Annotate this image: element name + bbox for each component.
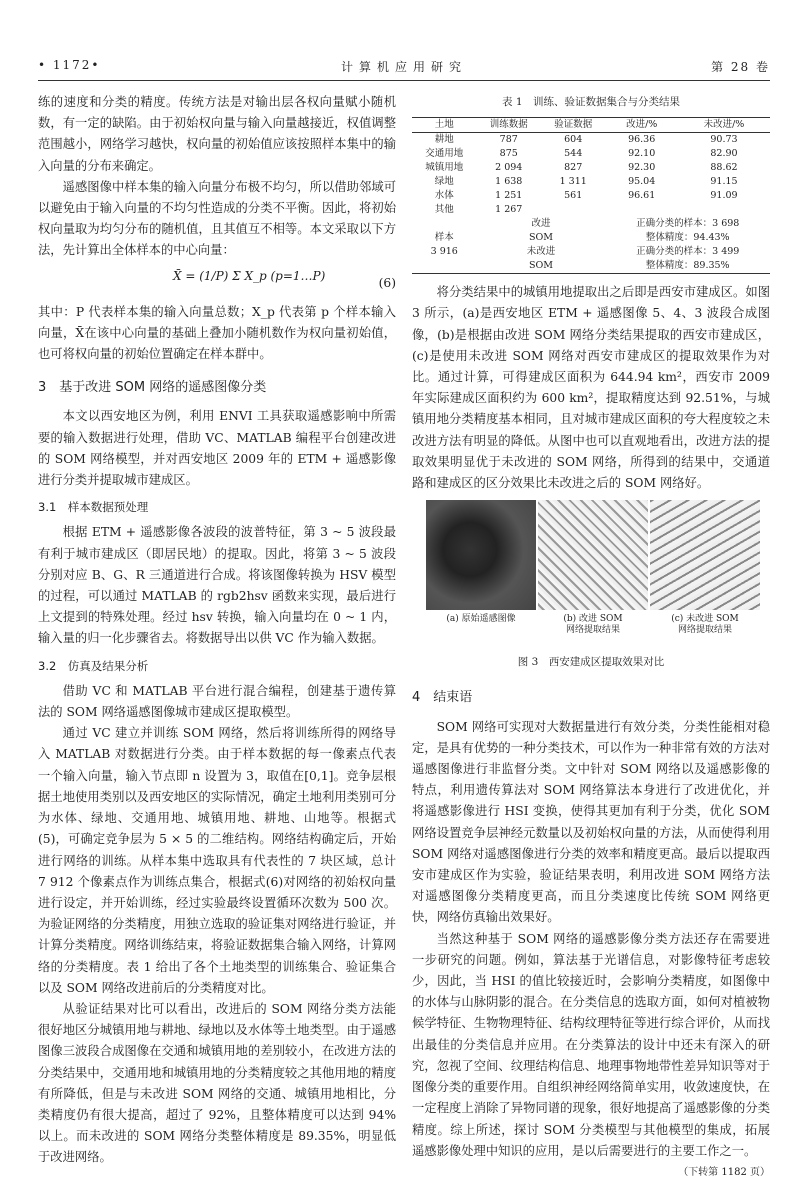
figure-label-b-line2: 网络提取结果: [565, 625, 620, 636]
equation-formula: X̄ = (1/P) Σ X_p (p=1…P): [173, 268, 326, 283]
figure-label-b: [538, 614, 648, 636]
section-heading: 4 结束语: [412, 690, 473, 706]
improved-accuracy: 整体精度：94.43%: [645, 232, 730, 244]
unimproved-sub: SOM: [528, 260, 553, 272]
results-table: [412, 117, 770, 274]
table-cell: [605, 217, 770, 245]
paragraph: 将分类结果中的城镇用地提取出之后即是西安市建成区。如图 3 所示，(a)是西安地区 ETM + 遥感图像 5、4、3 波段合成图像，(b)是根据由改进 SOM 网络分类结果提取的西安市建成区，(c)是使用未改进 SOM 网络对西安市建成区的提取效果作为对比。通过计算，可得建成区面积为 644.94 km²，西安市 2009 年实际建成区面积约为 600 km²，提取精度达到 92.51%，与城镇用地分类精度基本相同，且对城市建成区面积的夸大程度较之未改进方法有明显的降低。从图中也可以直观地看出，改进方法的提取效果明显优于未改进的 SOM 网络，所得到的结果中，交通道路和建成区的区分效果比未改进之后的 SOM 网络好。: [412, 285, 770, 491]
paragraph: 根据 ETM + 遥感影像各波段的波普特征，第 3 ~ 5 波段最有利于城市建成区（即居民地）的提取。因此，将第 3 ~ 5 波段分别对应 B、G、R 三通道进行合成。将该图像转换为 HSV 模型的过程，可以通过 MATLAB 的 rgb2hsv 函数来实现，最后进行上文提到的特殊处理。经过 hsv 转换，输入向量均在 0 ~ 1 内，输入量的归一化步骤省去。将数据导出以供 VC 作为输入数据。: [38, 525, 396, 646]
table-cell: 1 638: [495, 176, 523, 188]
table-cell: 绿地: [434, 176, 454, 188]
table-cell: 875: [499, 148, 518, 160]
table-cell: 90.73: [710, 134, 738, 146]
table-cell: [605, 245, 770, 274]
original-image: [426, 500, 536, 610]
table-cell: 1 251: [495, 190, 523, 202]
table-cell: [605, 203, 677, 217]
table-cell: 827: [564, 162, 583, 174]
figure-label-c: [650, 614, 760, 636]
table-cell: 96.61: [628, 190, 656, 202]
volume: 第 28 卷: [711, 60, 770, 74]
paragraph: 当然这种基于 SOM 网络的遥感影像分类方法还存在需要进一步研究的问题。例如，算法基于光谱信息，对影像特征考虑较少，因此，当 HSI 的值比较接近时，会影响分类精度，如图像中的水体与山脉阴影的混合。在分类信息的选取方面，如何对植被物候学特征、生物物理特征、结构纹理特征等进行综合评价，从而找出最佳的分类信息并应用。在分类算法的设计中还未有深入的研究，忽视了空间、纹理结构信息、地理事物地带性差异知识等对于图像分类的重要作用。自组织神经网络简单实用，收敛速度快，在一定程度上消除了异物同谱的现象，很好地提高了遥感影像的分类精度。综上所述，探讨 SOM 分类模型与其他模型的集成，拓展遥感影像处理中知识的应用，是以后需要进行的主要工作之一。: [412, 931, 770, 1158]
unimproved-count: 正确分类的样本：3 499: [636, 246, 740, 258]
table-cell: 604: [564, 134, 583, 146]
table-cell: 91.15: [710, 176, 738, 188]
right-column: [412, 92, 770, 1183]
improved-result-image: [538, 500, 648, 610]
paragraph: 借助 VC 和 MATLAB 平台进行混合编程，创建基于遗传算法的 SOM 网络遥感图像城市建成区提取模型。: [38, 683, 396, 720]
table-caption: 表 1 训练、验证数据集合与分类结果: [501, 96, 681, 108]
paragraph: 本文以西安地区为例，利用 ENVI 工具获取遥感影响中所需要的输入数据进行处理，借助 VC、MATLAB 编程平台创建改进的 SOM 网络模型，并对西安地区 2009 年的 ETM + 遥感影像进行分类并提取城市建成区。: [38, 409, 396, 488]
table-cell: 92.30: [628, 162, 656, 174]
table-row: [412, 189, 770, 203]
table-row: [412, 217, 770, 245]
paragraph: 从验证结果对比可以看出，改进后的 SOM 网络分类方法能很好地区分城镇用地与耕地、绿地以及水体等土地类型。由于遥感图像三波段合成图像在交通和城镇用地的差别较小，在改进方法的分类结果中，交通用地和城镇用地的分类精度较之其他用地的精度有所降低，但是与未改进 SOM 网络的交通、城镇用地相比，分类精度仍有很大提高，超过了 92%，且整体精度可以达到 94% 以上。而未改进的 SOM 网络分类整体精度是 89.35%，明显低于改进网络。: [38, 1001, 396, 1165]
figure-caption: 图 3 西安建成区提取效果对比: [517, 656, 665, 669]
table-cell: 交通用地: [425, 148, 464, 160]
paragraph: SOM 网络可实现对大数据量进行有效分类，分类性能相对稳定，是具有优势的一种分类技术，可以作为一种非常有效的方法对遥感图像进行非监督分类。文中针对 SOM 网络以及遥感影像的特点，利用遗传算法对 SOM 网络算法本身进行了改进优化，并将遥感影像进行 HSI 变换，使得其更加有利于分类，优化 SOM 网络设置竞争层神经元数量以及初始权向量的方法，从而使得利用 SOM 网络对遥感图像进行分类的效率和精度更高。最后以提取西安市建成区作为实验，验证结果表明，利用改进 SOM 网络方法对遥感图像分类精度更高，而且分类速度比传统 SOM 网络更快，网络仿真输出效果好。: [412, 719, 770, 925]
table-cell: 城镇用地: [425, 162, 464, 174]
table-row: [412, 133, 770, 148]
table-cell: 1 311: [559, 176, 587, 188]
table-header: 验证数据: [554, 119, 593, 131]
paragraph: 其中：P 代表样本集的输入向量总数；X_p 代表第 p 个样本输入向量，X̄在该中心向量的基础上叠加小随机数作为权向量初始值，也可将权向量的初始位置确定在样本群中。: [38, 304, 396, 362]
table-row: [412, 203, 770, 217]
unimproved-result-image: [650, 500, 760, 610]
table-cell: [541, 203, 605, 217]
table-cell: [476, 217, 605, 245]
table-row: [412, 175, 770, 189]
table-row: [412, 147, 770, 161]
left-column: [38, 92, 396, 1169]
improved-sub: SOM: [528, 232, 553, 244]
table-header: 训练数据: [489, 119, 528, 131]
figure-3: [412, 500, 770, 650]
equation-6: [38, 263, 396, 301]
table-cell: [476, 245, 605, 274]
paragraph: 通过 VC 建立并训练 SOM 网络，然后将训练所得的网络导入 MATLAB 对数据进行分类。由于样本数据的每一像素点代表一个输入向量，输入节点即 n 设置为 3，取值在[0,1]。竞争层根据土地使用类别以及西安地区的实际情况，确定土地利用类别可分为水体、绿地、交通用地、城镇用地、耕地、山地等。根据式(5)，可确定竞争层为 5 × 5 的二维结构。网络结构确定后，开始进行网络的训练。从样本集中选取具有代表性的 7 块区域，总计 7 912 个像素点作为训练点集合，根据式(6)对网络的初始权向量进行设定，并开始训练，经过实验最终设置循环次数为 500 次。为验证网络的分类精度，用独立选取的验证集对网络进行验证，并计算分类精度。网络训练结束，将验证数据集合输入网络，计算网络的分类精度。表 1 给出了各个土地类型的训练集合、验证集合以及 SOM 网络改进前后的分类精度对比。: [38, 726, 396, 995]
page-number: • 1172•: [38, 58, 101, 72]
paragraph: 遥感图像中样本集的输入向量分布极不均匀，所以借助邻域可以避免由于输入向量的不均匀性造成的分类不平衡。因此，将初始权向量取为均匀分布的随机值，且其值互不相等。本文采取以下方法，先计算出全体样本的中心向量：: [38, 179, 396, 258]
table-cell: 561: [564, 190, 583, 202]
sample-label: 样本: [434, 232, 454, 244]
table-cell: 2 094: [495, 162, 523, 174]
improved-count: 正确分类的样本：3 698: [636, 218, 740, 230]
table-cell-sample: [412, 217, 476, 274]
table-header: 土地: [434, 119, 454, 131]
header-rule: [38, 80, 770, 81]
journal-title: 计算机应用研究: [340, 60, 467, 74]
table-cell: 96.36: [628, 134, 656, 146]
table-cell: 91.09: [710, 190, 738, 202]
equation-number: (6): [378, 275, 396, 290]
figure-label-a: (a) 原始遥感图像: [446, 614, 516, 625]
table-cell: 787: [499, 134, 518, 146]
figure-label-b-line1: (b) 改进 SOM: [563, 614, 623, 625]
table-row: [412, 161, 770, 175]
improved-label: 改进: [531, 218, 551, 230]
figure-label-c-line2: 网络提取结果: [677, 625, 732, 636]
unimproved-accuracy: 整体精度：89.35%: [645, 260, 730, 272]
table-header-row: [412, 118, 770, 133]
table-cell: 544: [564, 148, 583, 160]
table-cell: [678, 203, 770, 217]
table-cell: 82.90: [710, 148, 738, 160]
table-cell: 88.62: [710, 162, 738, 174]
figure-label-c-line1: (c) 未改进 SOM: [671, 614, 739, 625]
table-header: 改进/%: [626, 119, 658, 131]
section-heading: 3 基于改进 SOM 网络的遥感图像分类: [38, 380, 267, 396]
table-cell: 其他: [434, 204, 454, 216]
table-cell: 95.04: [628, 176, 656, 188]
table-header: 未改进/%: [703, 119, 745, 131]
continued-note: （下转第 1182 页）: [678, 1166, 770, 1178]
unimproved-label: 未改进: [526, 246, 556, 258]
table-cell: 耕地: [434, 134, 454, 146]
sample-total: 3 916: [430, 246, 458, 258]
subsection-heading: 3.2 仿真及结果分析: [38, 658, 149, 673]
table-cell: 1 267: [495, 204, 523, 216]
table-cell: 92.10: [628, 148, 656, 160]
subsection-heading: 3.1 样本数据预处理: [38, 500, 149, 515]
paragraph: 练的速度和分类的精度。传统方法是对输出层各权向量赋小随机数，有一定的缺陷。由于初始权向量与输入向量越接近，权值调整范围越小，网络学习越快，权向量的初始值应该按照样本集中的输入向量的分布来确定。: [38, 95, 396, 173]
table-cell: 水体: [434, 190, 454, 202]
